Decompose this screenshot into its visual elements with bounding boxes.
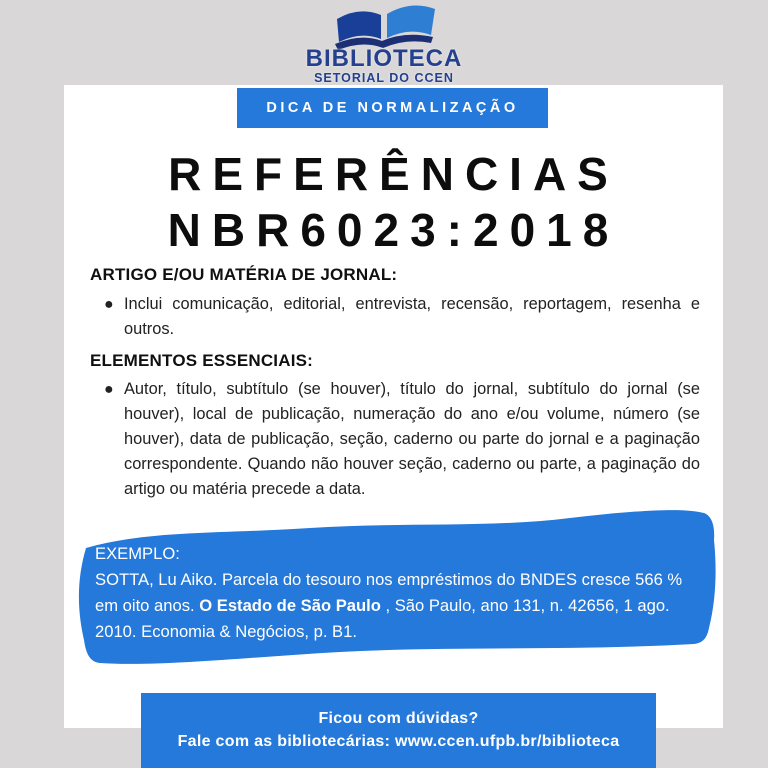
example-reference <box>95 567 697 645</box>
tip-banner <box>237 88 548 128</box>
page-title-line1: REFERÊNCIAS <box>168 148 619 200</box>
footer-library-url[interactable]: www.ccen.ufpb.br/biblioteca <box>394 733 620 750</box>
section-elementos-bullet-text: Autor, título, subtítulo (se houver), título do jornal, subtítulo do jornal (se houver), local de publicação, numeração do ano e/ou volume, número (se houver), data de publicação, seção, caderno ou parte do jornal e a paginação correspondente. Quando não houver seção, caderno ou parte, a paginação do artigo ou matéria precede a data. <box>124 380 700 498</box>
section-heading-elementos: ELEMENTOS ESSENCIAIS: <box>90 351 314 370</box>
example-block <box>95 541 697 645</box>
section-heading-artigo: ARTIGO E/OU MATÉRIA DE JORNAL: <box>90 265 398 284</box>
section-artigo-bullet-text: Inclui comunicação, editorial, entrevista, recensão, reportagem, resenha e outros. <box>124 295 700 338</box>
tip-banner-label: DICA DE NORMALIZAÇÃO <box>266 100 519 116</box>
example-reference-journal: O Estado de São Paulo <box>199 596 381 615</box>
example-reference-start: SOTTA, Lu Aiko. Parcela do tesouro nos empréstimos do BNDES cresce 566 % em oito anos. <box>95 570 683 615</box>
logo-subtitle: SETORIAL DO CCEN <box>314 71 454 85</box>
section-artigo-bullet <box>104 292 700 342</box>
page-title <box>64 146 723 258</box>
page-title-line2: NBR6023:2018 <box>167 204 620 256</box>
library-logo <box>0 5 768 85</box>
example-label: EXEMPLO: <box>95 544 180 563</box>
section-elementos-bullet <box>104 377 700 502</box>
bullet-icon: ● <box>104 381 114 398</box>
bullet-icon: ● <box>104 296 114 313</box>
footer-contact <box>178 733 620 751</box>
logo-title: BIBLIOTECA <box>305 45 463 72</box>
example-reference-end: , São Paulo, ano 131, n. 42656, 1 ago. 2010. Economia & Negócios, p. B1. <box>95 596 670 641</box>
footer-banner <box>141 693 656 768</box>
footer-question: Ficou com dúvidas? <box>318 710 479 727</box>
footer-contact-prefix: Fale com as bibliotecárias: <box>177 733 395 750</box>
